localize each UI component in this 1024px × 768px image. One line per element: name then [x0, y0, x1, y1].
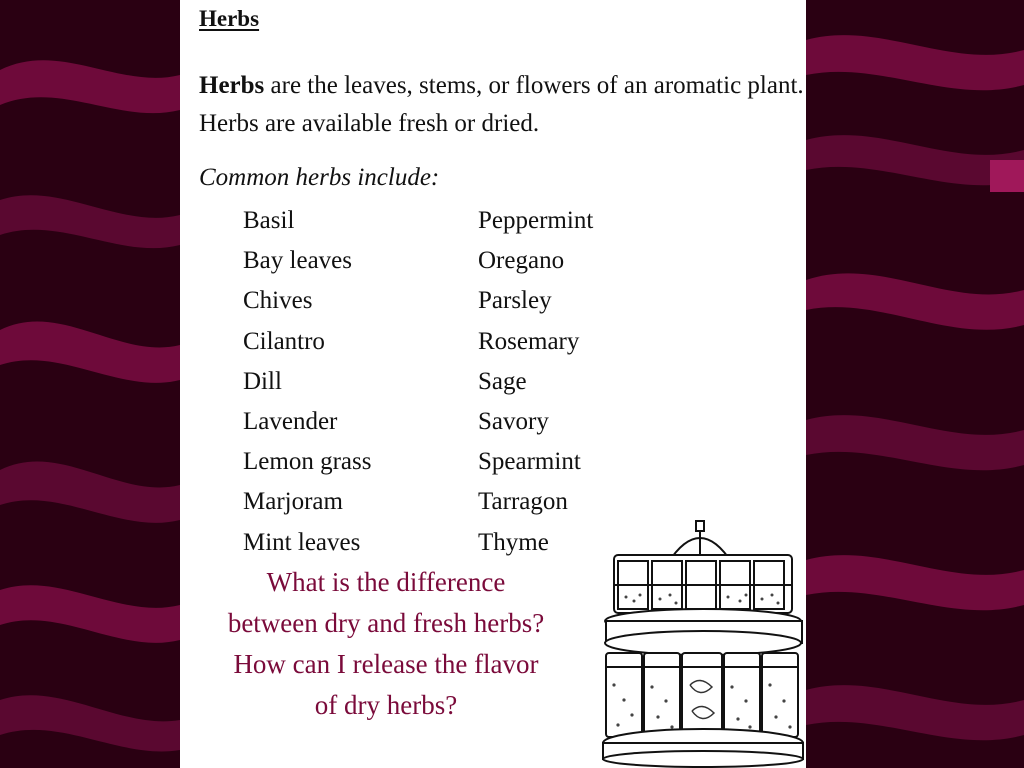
herb-item: Bay leaves [243, 247, 352, 275]
herb-item: Marjoram [243, 488, 343, 516]
herb-list-right [478, 201, 593, 563]
herb-item: Lemon grass [243, 448, 372, 476]
spice-rack-illustration [600, 515, 806, 768]
herb-item: Basil [243, 207, 295, 234]
herb-item: Tarragon [478, 488, 568, 516]
herb-list-left [243, 201, 371, 563]
herb-item: Dill [243, 367, 282, 395]
herb-list-title: Common herbs include: [199, 164, 440, 191]
herb-item: Sage [478, 367, 527, 395]
herb-item: Spearmint [478, 448, 581, 476]
page-heading: Herbs [199, 6, 260, 31]
herbs-definition [199, 67, 806, 143]
document-page [180, 0, 806, 768]
herb-item: Chives [243, 287, 313, 315]
herb-item: Rosemary [478, 327, 580, 355]
discussion-question: What is the difference between dry and fresh herbs? How can I release the flavor of dry herbs? [227, 567, 545, 720]
definition-text: are the leaves, stems, or flowers of an aromatic plant. Herbs are available fresh or dried. [199, 72, 804, 137]
herb-item: Oregano [478, 247, 565, 275]
herb-item: Savory [478, 407, 549, 435]
herb-item: Thyme [478, 528, 549, 556]
herb-item: Peppermint [478, 207, 594, 234]
herb-item: Mint leaves [243, 528, 361, 556]
definition-term: Herbs [199, 72, 265, 99]
herb-item: Lavender [243, 407, 338, 435]
herb-item: Cilantro [243, 327, 325, 355]
herb-item: Parsley [478, 287, 552, 315]
